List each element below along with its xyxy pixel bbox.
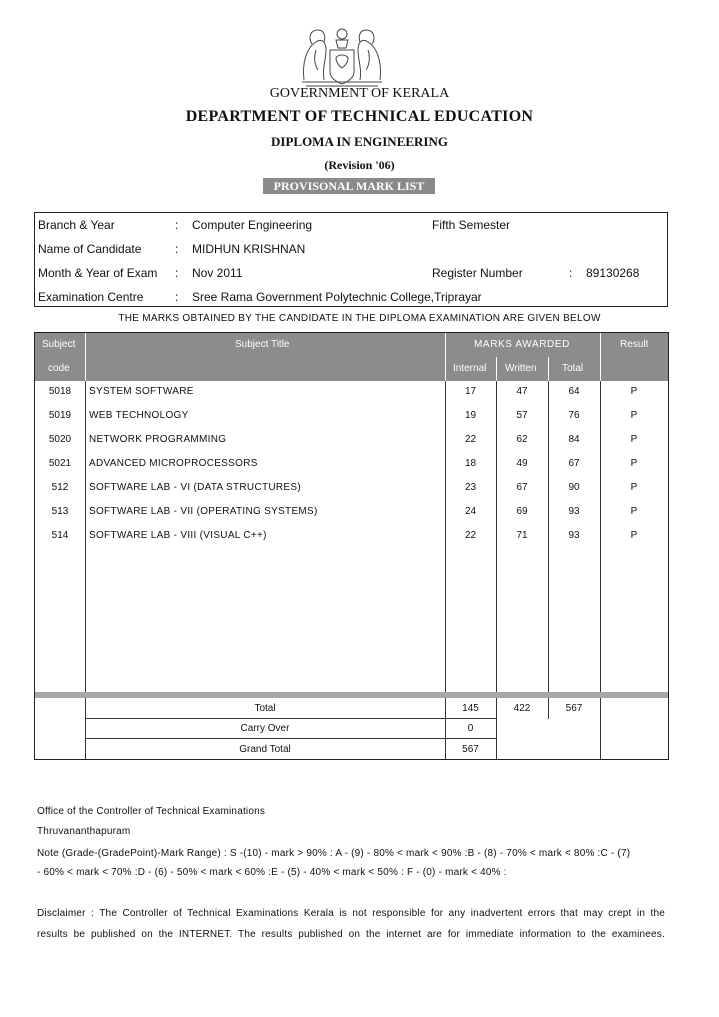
subject-code: 513: [51, 506, 69, 517]
total-mark: 93: [568, 530, 580, 541]
result-value: P: [630, 386, 638, 397]
candidate-info-box: [34, 212, 668, 307]
total-mark: 76: [568, 410, 580, 421]
kerala-emblem-icon: [296, 20, 388, 90]
register-value: 89130268: [586, 266, 640, 280]
subject-code: 5020: [48, 434, 72, 445]
subject-code: 512: [51, 482, 69, 493]
exam-value: Nov 2011: [192, 266, 243, 280]
subject-code: 5021: [48, 458, 72, 469]
header-marks-awarded: MARKS AWARDED: [474, 339, 570, 350]
total-mark: 90: [568, 482, 580, 493]
total-mark: 67: [568, 458, 580, 469]
internal-mark: 17: [464, 386, 477, 397]
subject-title: SOFTWARE LAB - VII (OPERATING SYSTEMS): [89, 506, 318, 517]
carry-over-value: 0: [467, 723, 474, 734]
name-label: Name of Candidate: [38, 242, 142, 256]
header-written: Written: [505, 363, 537, 374]
result-value: P: [630, 482, 638, 493]
written-mark: 69: [516, 506, 528, 517]
result-value: P: [630, 530, 638, 541]
header-result: Result: [620, 339, 649, 350]
info-row-name: [35, 237, 667, 261]
department-title: DEPARTMENT OF TECHNICAL EDUCATION: [185, 108, 534, 125]
total-label: Total: [254, 703, 276, 714]
header-subject-title: Subject Title: [235, 339, 290, 350]
internal-mark: 23: [464, 482, 477, 493]
office-line: Office of the Controller of Technical Examinations: [37, 806, 266, 817]
internal-mark: 22: [464, 530, 477, 541]
name-value: MIDHUN KRISHNAN: [192, 242, 306, 256]
subject-title: SOFTWARE LAB - VIII (VISUAL C++): [89, 530, 267, 541]
carry-over-label: Carry Over: [240, 723, 290, 734]
info-row-exam: [35, 261, 667, 285]
subject-title: NETWORK PROGRAMMING: [89, 434, 227, 445]
grand-total-value: 567: [462, 744, 479, 755]
grade-note-line-2: - 60% < mark < 70% :D - (6) - 50% < mark < 60% :E - (5) - 40% < mark < 50% : F - (0) - mark < 40% :: [37, 867, 507, 878]
total-mark: 93: [568, 506, 580, 517]
grand-total-label: Grand Total: [239, 744, 291, 755]
total-internal: 145: [462, 703, 479, 714]
subject-title: SYSTEM SOFTWARE: [89, 386, 194, 397]
subject-title: ADVANCED MICROPROCESSORS: [89, 458, 258, 469]
subject-code: 514: [51, 530, 69, 541]
exam-label: Month & Year of Exam: [38, 266, 158, 280]
written-mark: 47: [516, 386, 528, 397]
branch-label: Branch & Year: [38, 218, 115, 232]
result-value: P: [630, 458, 638, 469]
internal-mark: 18: [464, 458, 477, 469]
result-value: P: [630, 434, 638, 445]
written-mark: 62: [516, 434, 528, 445]
internal-mark: 22: [464, 434, 477, 445]
subject-title: WEB TECHNOLOGY: [89, 410, 189, 421]
written-mark: 49: [516, 458, 528, 469]
info-row-branch: [35, 213, 667, 237]
result-value: P: [630, 506, 638, 517]
disclaimer-line-1: Disclaimer : The Controller of Technical Examinations Kerala is not responsible for any inadvertent errors that may crept in the: [37, 908, 665, 919]
subject-title: SOFTWARE LAB - VI (DATA STRUCTURES): [89, 482, 301, 493]
revision-label: (Revision '06): [324, 158, 395, 172]
city-line: Thruvananthapuram: [37, 826, 131, 837]
written-mark: 67: [516, 482, 528, 493]
written-mark: 57: [516, 410, 528, 421]
marks-table: [34, 332, 669, 760]
separator: :: [175, 242, 179, 256]
document-title-badge: PROVISONAL MARK LIST: [263, 178, 435, 194]
diploma-title: DIPLOMA IN ENGINEERING: [271, 134, 448, 149]
internal-mark: 19: [464, 410, 477, 421]
table-separator-bar: [35, 692, 668, 698]
marks-caption: THE MARKS OBTAINED BY THE CANDIDATE IN THE DIPLOMA EXAMINATION ARE GIVEN BELOW: [118, 313, 601, 324]
branch-value: Computer Engineering: [192, 218, 313, 232]
internal-mark: 24: [464, 506, 477, 517]
info-row-centre: [35, 285, 667, 309]
semester-value: Fifth Semester: [432, 218, 511, 232]
result-value: P: [630, 410, 638, 421]
total-written: 422: [513, 703, 531, 714]
header-subject: Subject: [42, 339, 76, 350]
centre-label: Examination Centre: [38, 290, 144, 304]
header-code: code: [48, 363, 70, 374]
total-total: 567: [565, 703, 583, 714]
separator: :: [175, 266, 179, 280]
table-header: [35, 333, 668, 381]
header-internal: Internal: [453, 363, 487, 374]
register-label: Register Number: [432, 266, 523, 280]
header-total: Total: [562, 363, 584, 374]
separator: :: [175, 290, 179, 304]
centre-value: Sree Rama Government Polytechnic College,Triprayar: [192, 290, 482, 304]
separator: :: [175, 218, 179, 232]
government-title: GOVERNMENT OF KERALA: [269, 86, 450, 101]
total-mark: 84: [568, 434, 580, 445]
separator: :: [569, 266, 573, 280]
subject-code: 5019: [48, 410, 72, 421]
total-mark: 64: [568, 386, 580, 397]
grade-note-line-1: Note (Grade-(GradePoint)-Mark Range) : S -(10) - mark > 90% : A - (9) - 80% < mark < 90% :B - (8) - 70% < mark < 80% :C - (7): [37, 848, 631, 859]
disclaimer-line-2: results be published on the INTERNET. The results published on the internet are for immediate information to the examinees.: [37, 929, 665, 940]
written-mark: 71: [516, 530, 528, 541]
subject-code: 5018: [48, 386, 72, 397]
